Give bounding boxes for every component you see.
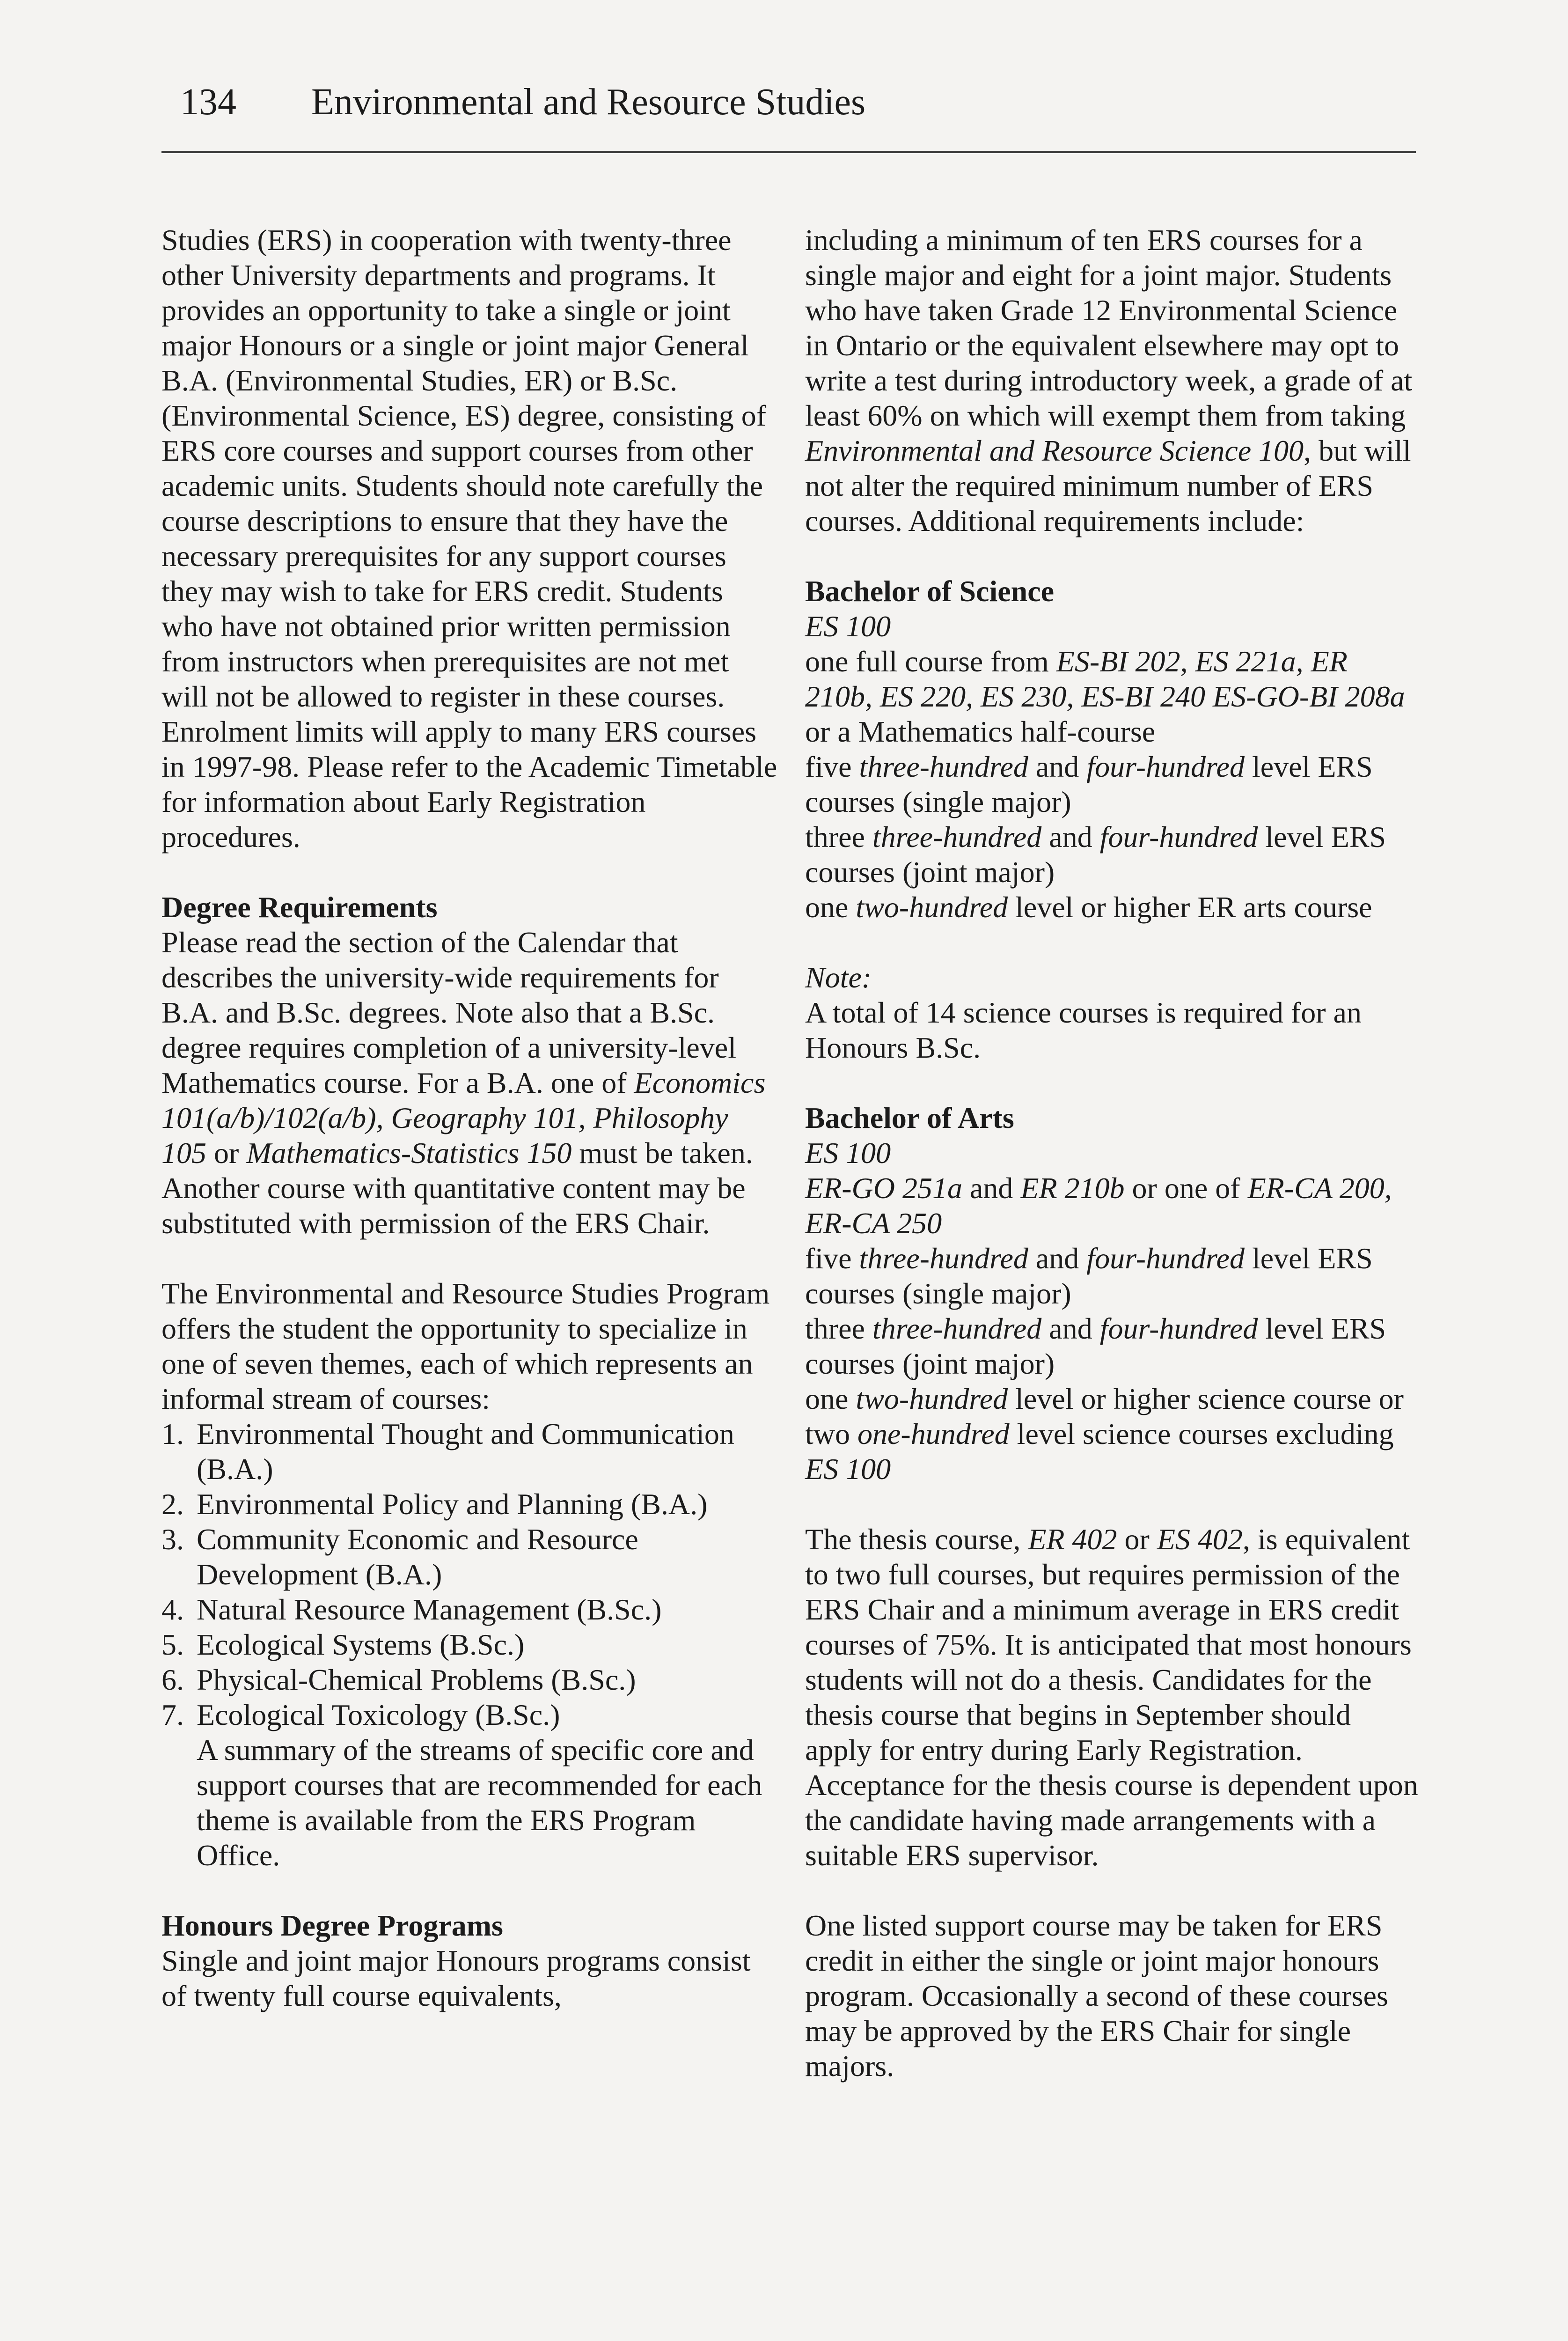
ba-requirements xyxy=(805,1135,1418,1487)
requirement-line: ES 100 xyxy=(805,610,891,643)
ba-heading: Bachelor of Arts xyxy=(805,1101,1014,1134)
list-item: 6. Physical-Chemical Problems (B.Sc.) xyxy=(161,1663,636,1696)
requirement-line: one two-hundred level or higher science course or two one-hundred level science courses excluding ES 100 xyxy=(805,1382,1404,1486)
bsc-requirements xyxy=(805,609,1418,925)
list-item: 2. Environmental Policy and Planning (B.A.) xyxy=(161,1487,708,1521)
bsc-heading: Bachelor of Science xyxy=(805,574,1055,608)
running-title: Environmental and Resource Studies xyxy=(311,81,866,123)
note-text: A total of 14 science courses is required for an Honours B.Sc. xyxy=(805,996,1362,1064)
requirement-line: one two-hundred level or higher ER arts course xyxy=(805,891,1372,924)
honours-paragraph: Single and joint major Honours programs consist of twenty full course equivalents, xyxy=(161,1944,751,2012)
requirement-line: ER-GO 251a and ER 210b or one of ER-CA 200, ER-CA 250 xyxy=(805,1171,1392,1240)
note-label: Note: xyxy=(805,961,872,994)
intro-paragraph: Studies (ERS) in cooperation with twenty-three other University departments and programs. It provides an opportunity to take a single or joint major Honours or a single or joint major General B.A. (Environmental Studies, ER) or B.Sc. (Environmental Science, ES) degree, consisting of ERS core courses and support courses from other academic units. Students should note carefully the course descriptions to ensure that they have the necessary prerequisites for any support courses they may wish to take for ERS credit. Students who have not obtained prior written permission from instructors when prerequisites are not met will not be allowed to register in these courses. Enrolment limits will apply to many ERS courses in 1997-98. Please refer to the Academic Timetable for information about Early Registration procedures. xyxy=(161,223,777,854)
list-item: 1. Environmental Thought and Communication (B.A.) xyxy=(161,1417,734,1486)
themes-list xyxy=(161,1416,779,1873)
honours-heading: Honours Degree Programs xyxy=(161,1909,503,1942)
degree-requirements-heading: Degree Requirements xyxy=(161,891,438,924)
list-item: 4. Natural Resource Management (B.Sc.) xyxy=(161,1593,662,1626)
themes-summary: A summary of the streams of specific core and support courses that are recommended for each theme is available from the ERS Program Office. xyxy=(197,1733,762,1872)
requirement-line: five three-hundred and four-hundred level ERS courses (single major) xyxy=(805,1242,1373,1310)
requirement-line: three three-hundred and four-hundred level ERS courses (joint major) xyxy=(805,820,1386,889)
page-number: 134 xyxy=(180,81,236,123)
page-header xyxy=(161,79,1425,135)
honours-continued-paragraph: including a minimum of ten ERS courses for a single major and eight for a joint major. Students who have taken Grade 12 Environmental Science in Ontario or the equivalent elsewhere may opt to write a test during introductory week, a grade of at least 60% on which will exempt them from taking Environmental and Resource Science 100, but will not alter the required minimum number of ERS courses. Additional requirements include: xyxy=(805,223,1413,537)
requirement-line: five three-hundred and four-hundred level ERS courses (single major) xyxy=(805,750,1373,818)
requirement-line: one full course from ES-BI 202, ES 221a, ER 210b, ES 220, ES 230, ES-BI 240 ES-GO-BI 208a or a Mathematics half-course xyxy=(805,645,1405,748)
thesis-paragraph: The thesis course, ER 402 or ES 402, is equivalent to two full courses, but requires permission of the ERS Chair and a minimum average in ERS credit courses of 75%. It is anticipated that most honours students will not do a thesis. Candidates for the thesis course that begins in September should apply for entry during Early Registration. Acceptance for the thesis course is dependent upon the candidate having made arrangements with a suitable ERS supervisor. xyxy=(805,1523,1418,1872)
themes-intro: The Environmental and Resource Studies Program offers the student the opportunity to specialize in one of seven themes, each of which represents an informal stream of courses: xyxy=(161,1277,770,1415)
requirement-line: ES 100 xyxy=(805,1136,891,1170)
list-item: 5. Ecological Systems (B.Sc.) xyxy=(161,1628,525,1661)
list-item: 7. Ecological Toxicology (B.Sc.) xyxy=(161,1698,560,1731)
left-column xyxy=(161,222,779,2013)
degree-requirements-paragraph: Please read the section of the Calendar that describes the university-wide requirements for B.A. and B.Sc. degrees. Note also that a B.Sc. degree requires completion of a university-level Mathematics course. For a B.A. one of Economics 101(a/b)/102(a/b), Geography 101, Philosophy 105 or Mathematics-Statistics 150 must be taken. Another course with quantitative content may be substituted with permission of the ERS Chair. xyxy=(161,926,766,1240)
requirement-line: three three-hundred and four-hundred level ERS courses (joint major) xyxy=(805,1312,1386,1380)
list-item: 3. Community Economic and Resource Development (B.A.) xyxy=(161,1523,638,1591)
support-course-paragraph: One listed support course may be taken for ERS credit in either the single or joint major honours program. Occasionally a second of these courses may be approved by the ERS Chair for single majors. xyxy=(805,1909,1388,2083)
header-rule xyxy=(161,151,1416,153)
right-column xyxy=(805,222,1418,2083)
